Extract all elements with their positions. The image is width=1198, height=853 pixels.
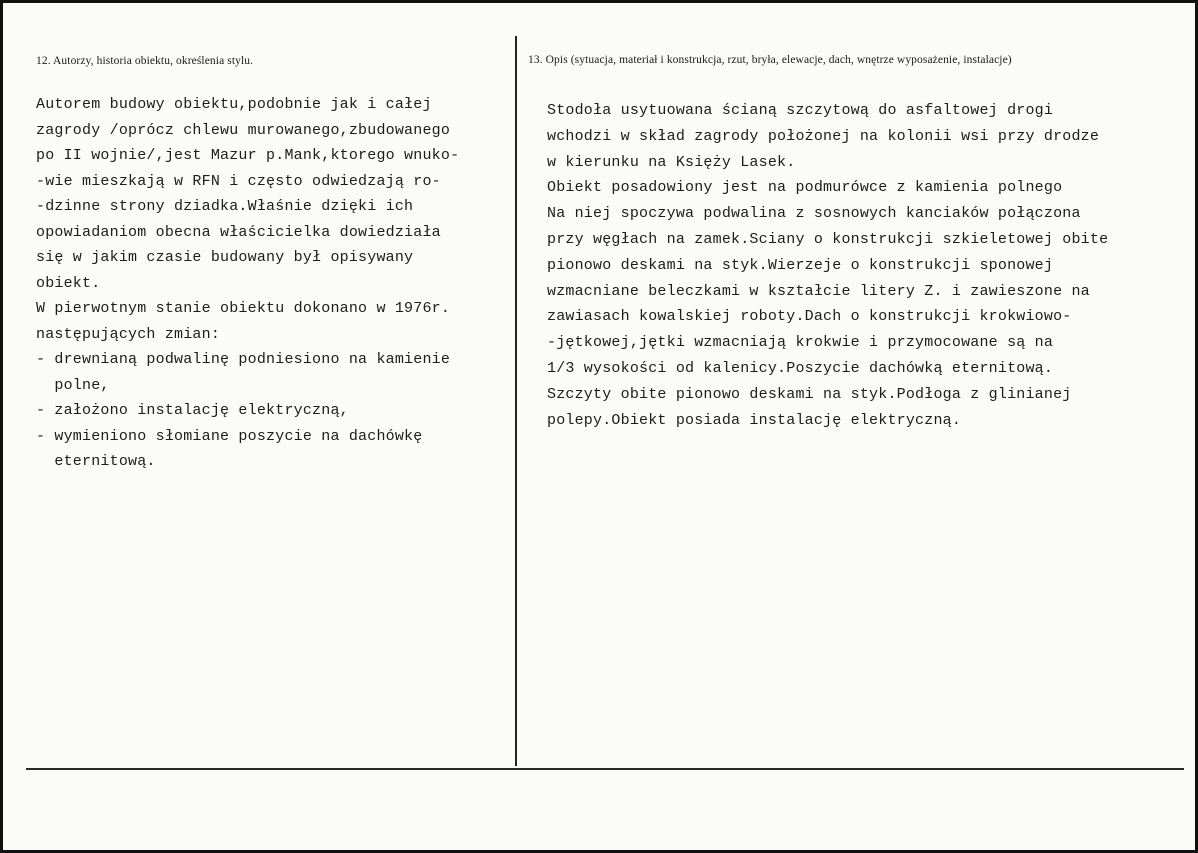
text-line: się w jakim czasie budowany był opisywany [36,249,414,266]
bottom-rule [26,768,1184,770]
text-line: Obiekt posadowiony jest na podmurówce z kamienia polnego [547,179,1063,197]
text-line: W pierwotnym stanie obiektu dokonano w 1976r. [36,300,451,317]
text-line: - założono instalację elektryczną, [36,402,349,419]
text-line: przy węgłach na zamek.Sciany o konstrukcji szkieletowej obite [547,230,1109,248]
text-line: obiekt. [36,274,101,292]
section-13-text [547,98,1187,433]
text-line: eternitową. [36,453,156,470]
section-12-heading: 12. Autorzy, historia obiektu, określenia stylu. [36,55,254,67]
section-13-heading: 13. Opis (sytuacja, materiał i konstrukcja, rzut, bryła, elewacje, dach, wnętrze wyposażenie, instalacje) [528,54,1012,66]
text-line: zagrody /oprócz chlewu murowanego,zbudowanego [36,121,451,139]
text-line: -jętkowej,jętki wzmacniają krokwie i przymocowane są na [547,334,1054,352]
text-line: następujących zmian: [36,325,221,343]
text-line: opowiadaniom obecna właścicielka dowiedziała [36,223,441,241]
text-line: Na niej spoczywa podwalina z sosnowych kanciaków połączona [547,205,1081,223]
text-line: w kierunku na Księży Lasek. [547,153,796,171]
text-line: Autorem budowy obiektu,podobnie jak i całej [36,96,432,113]
column-divider [515,36,517,766]
text-line: wchodzi w skład zagrody położonej na kolonii wsi przy drodze [547,127,1100,145]
text-line: 1/3 wysokości od kalenicy.Poszycie dachówką eternitową. [547,359,1054,377]
text-line: Szczyty obite pionowo deskami na styk.Podłoga z glinianej [547,385,1072,403]
text-line: - wymieniono słomiane poszycie na dachówkę [36,427,423,445]
text-line: polne, [36,376,110,394]
text-line: -dzinne strony dziadka.Właśnie dzięki ich [36,198,414,215]
text-line: zawiasach kowalskiej roboty.Dach o konstrukcji krokwiowo- [547,308,1072,326]
text-line: Stodoła usytuowana ścianą szczytową do asfaltowej drogi [547,102,1054,119]
text-line: po II wojnie/,jest Mazur p.Mank,ktorego wnuko- [36,147,460,164]
text-line: polepy.Obiekt posiada instalację elektryczną. [547,411,962,429]
text-line: - drewnianą podwalinę podniesiono na kamienie [36,351,451,368]
text-line: -wie mieszkają w RFN i często odwiedzają ro- [36,172,441,190]
section-12-text [36,92,512,475]
text-line: pionowo deskami na styk.Wierzeje o konstrukcji sponowej [547,256,1054,274]
text-line: wzmacniane beleczkami w kształcie litery Z. i zawieszone na [547,282,1090,300]
